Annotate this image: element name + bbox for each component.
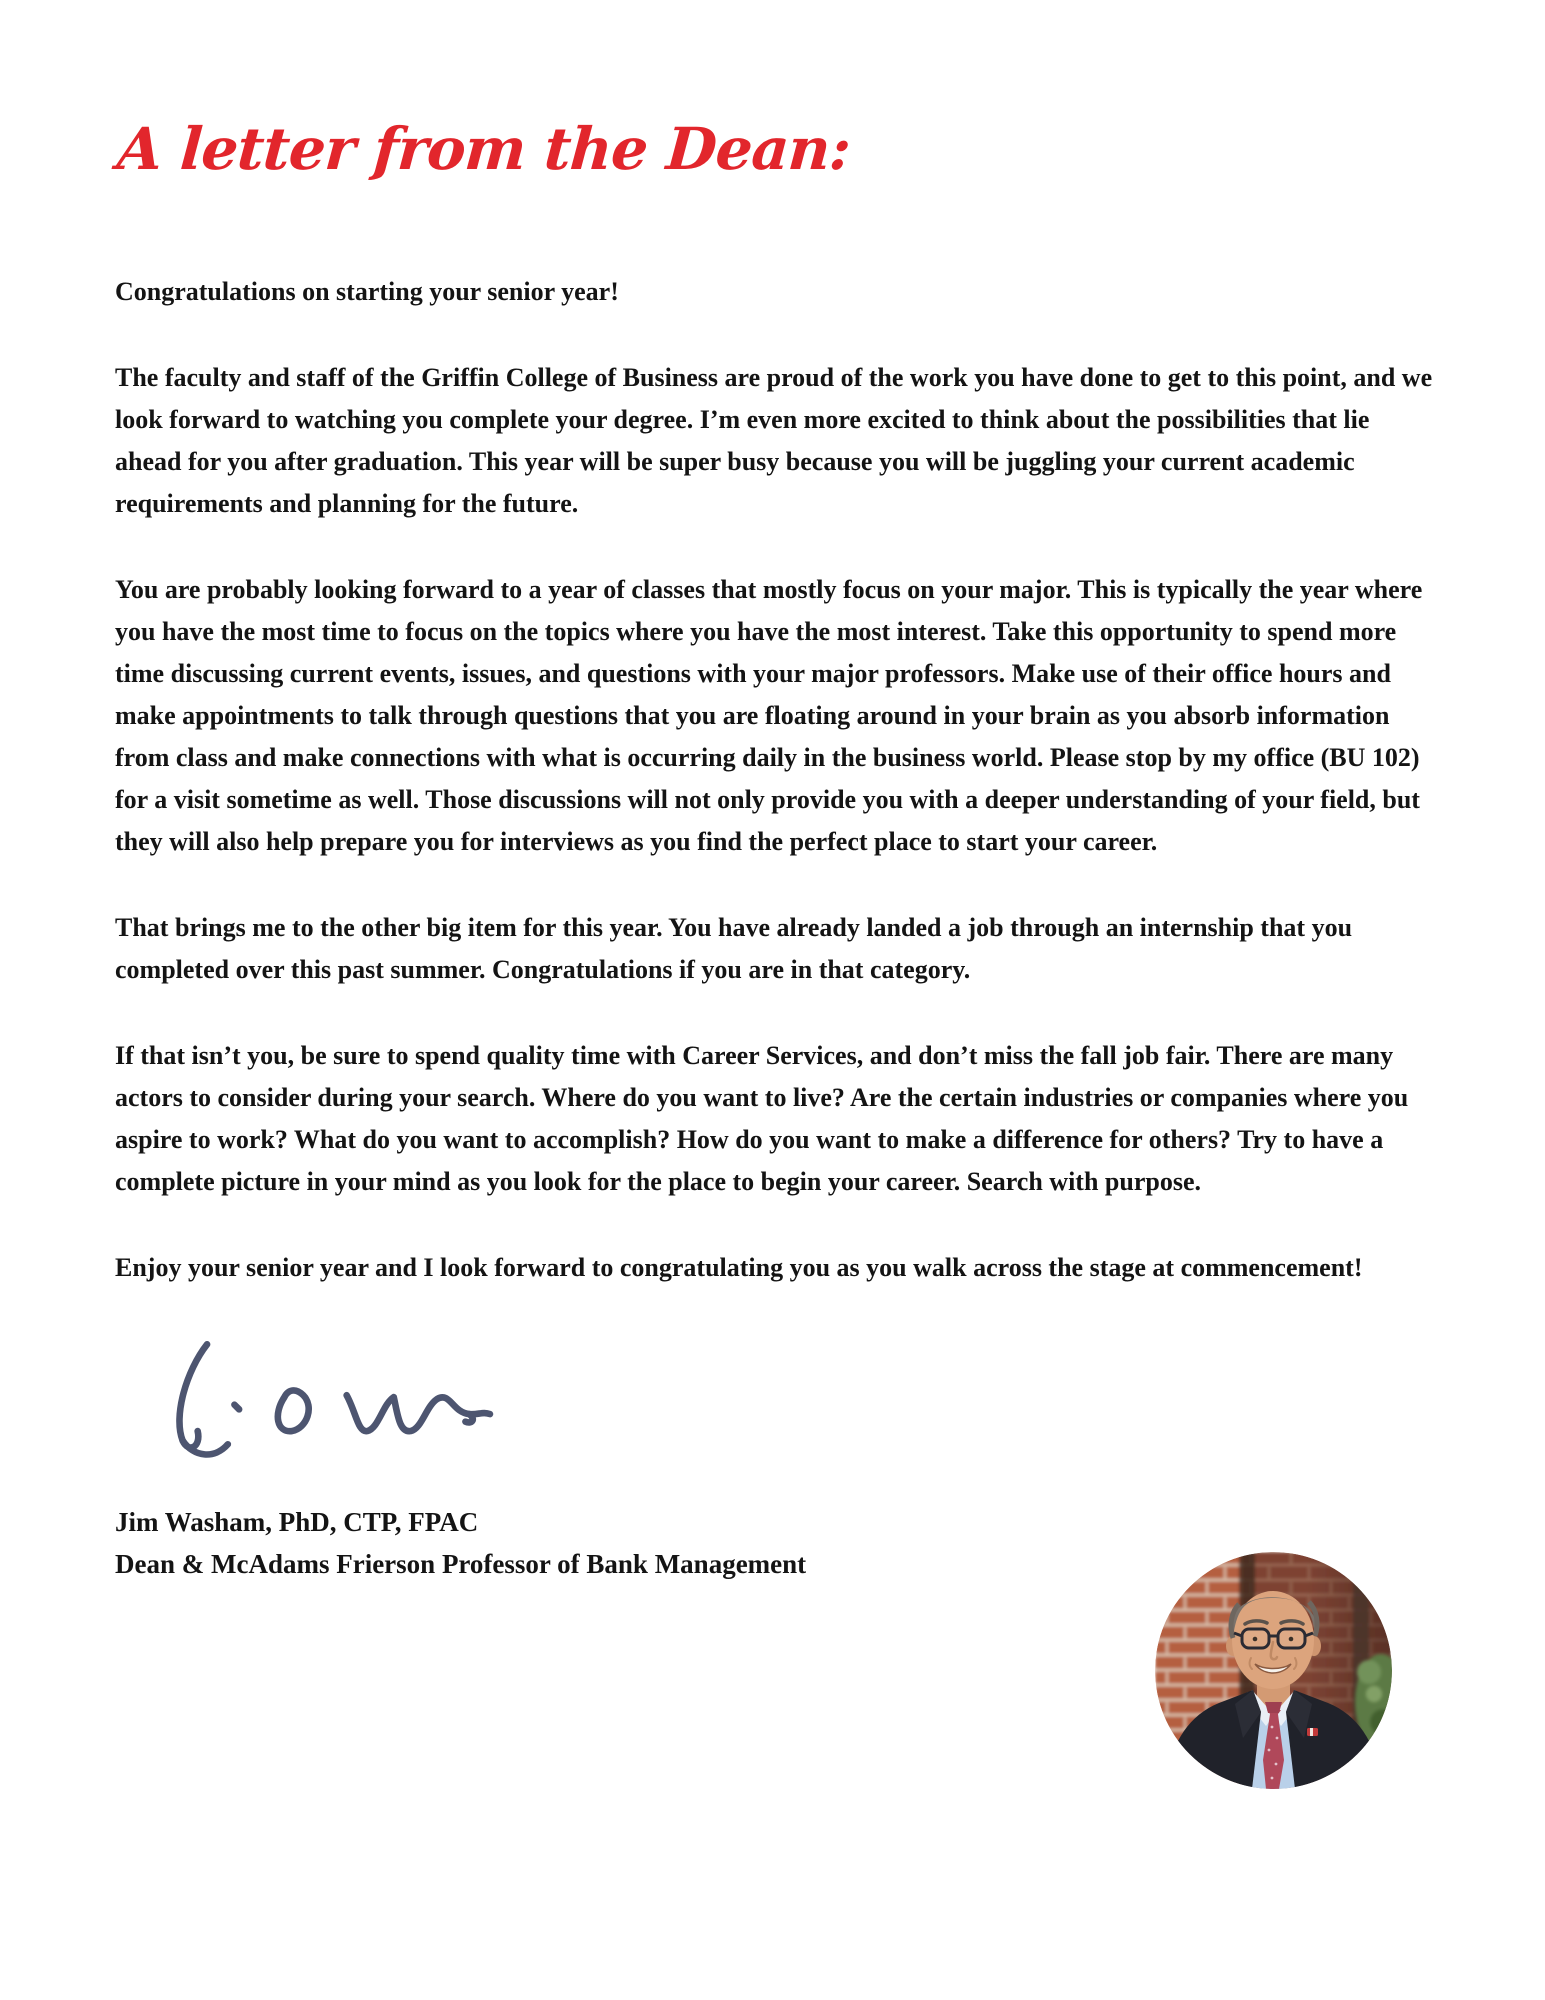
letter-body [115, 271, 1437, 1289]
dean-photo-image [1155, 1552, 1392, 1789]
dean-photo [1155, 1552, 1392, 1789]
page-title: A letter from the Dean: [115, 115, 853, 183]
letter-paragraph: The faculty and staff of the Griffin College of Business are proud of the work you have done to get to this point, and we look forward to watching you complete your degree. I’m even more excited to think about the possibilities that lie ahead for you after graduation. This year will be super busy because you will be juggling your current academic requirements and planning for the future. [115, 363, 1433, 518]
signature-block [143, 1333, 1437, 1465]
letter-paragraph: You are probably looking forward to a year of classes that mostly focus on your major. This is typically the year where you have the most time to focus on the topics where you have the most interest. Take this opportunity to spend more time discussing current events, issues, and questions with your major professors. Make use of their office hours and make appointments to talk through questions that you are floating around in your brain as you absorb information from class and make connections with what is occurring daily in the business world. Please stop by my office (BU 102) for a visit sometime as well. Those discussions will not only provide you with a deeper understanding of your field, but they will also help prepare you for interviews as you find the perfect place to start your career. [115, 575, 1423, 856]
letter-paragraph: Congratulations on starting your senior year! [115, 277, 619, 306]
handwritten-signature-icon [143, 1333, 505, 1465]
letter-paragraph: That brings me to the other big item for this year. You have already landed a job through an internship that you completed over this past summer. Congratulations if you are in that category. [115, 913, 1353, 984]
letter-paragraph: Enjoy your senior year and I look forward to congratulating you as you walk across the stage at commencement! [115, 1253, 1363, 1282]
signer-name: Jim Washam, PhD, CTP, FPAC [115, 1507, 479, 1537]
signer-title: Dean & McAdams Frierson Professor of Bank Management [115, 1549, 807, 1579]
letter-paragraph: If that isn’t you, be sure to spend quality time with Career Services, and don’t miss the fall job fair. There are many actors to consider during your search. Where do you want to live? Are the certain industries or companies where you aspire to work? What do you want to accomplish? How do you want to make a difference for others? Try to have a complete picture in your mind as you look for the place to begin your career. Search with purpose. [115, 1041, 1409, 1196]
